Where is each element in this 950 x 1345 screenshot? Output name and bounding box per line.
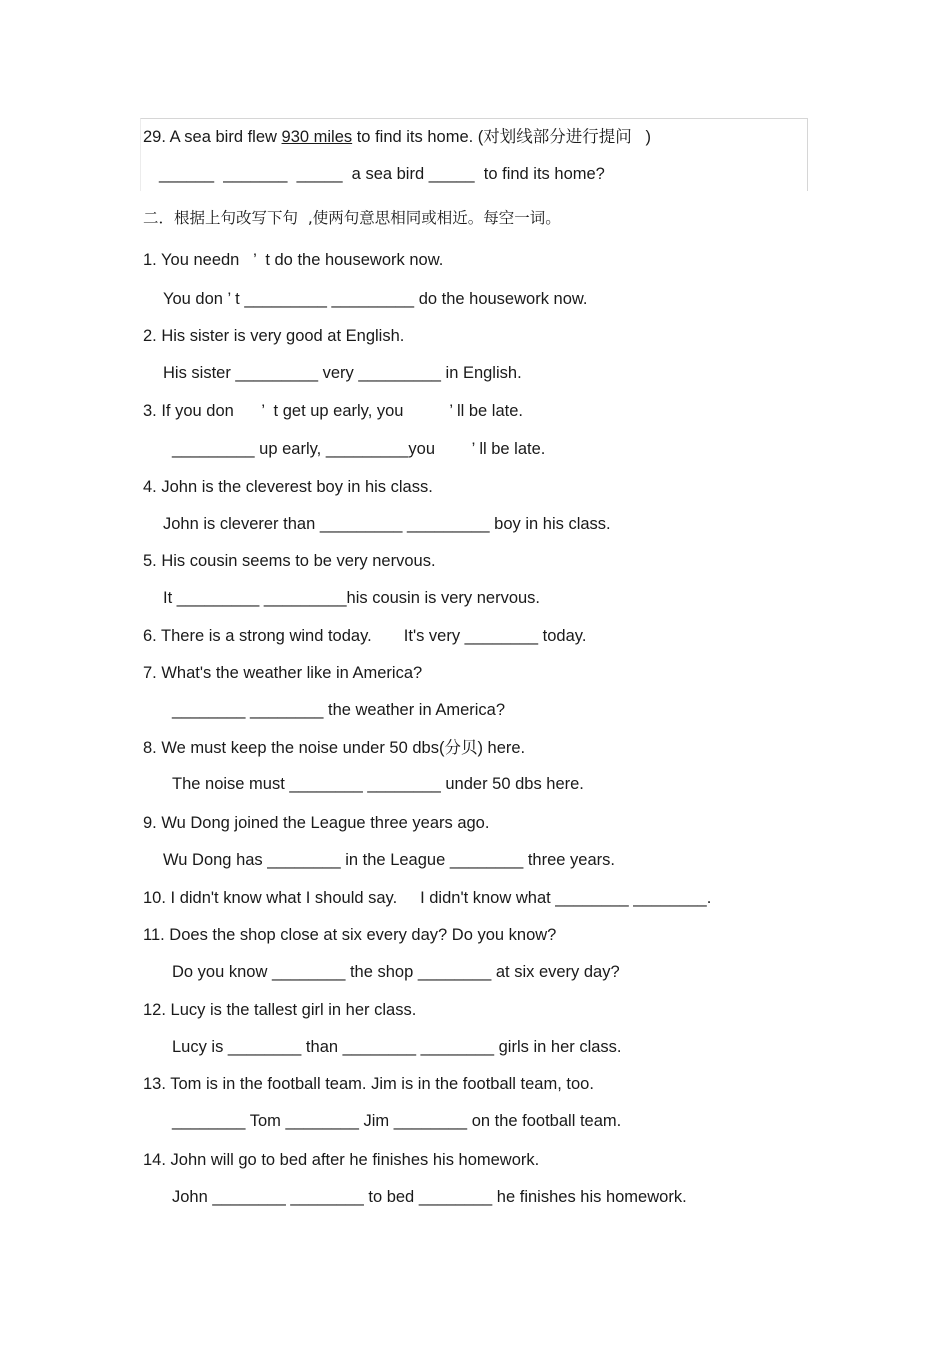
item-6-question: 6. There is a strong wind today. It's very ________ today. [143, 627, 587, 645]
item-9-question: 9. Wu Dong joined the League three years ago. [143, 814, 490, 832]
item-10-question: 10. I didn't know what I should say. I didn't know what ________ ________. [143, 889, 712, 907]
item-5-question: 5. His cousin seems to be very nervous. [143, 552, 436, 570]
item-14-answer: John ________ ________ to bed ________ he finishes his homework. [172, 1188, 687, 1206]
item-13-question: 13. Tom is in the football team. Jim is in the football team, too. [143, 1075, 594, 1093]
item-11-question: 11. Does the shop close at six every day? Do you know? [143, 926, 557, 944]
item-1-question: 1. You needn ’ t do the housework now. [143, 251, 444, 269]
question-29-text-before: 29. A sea bird flew [143, 128, 282, 146]
item-3-answer: _________ up early, _________you ’ ll be late. [172, 440, 546, 458]
item-2-question: 2. His sister is very good at English. [143, 327, 405, 345]
section-heading: 二．根据上句改写下句 ,使两句意思相同或相近。每空一词。 [143, 209, 561, 227]
item-3-question: 3. If you don ’ t get up early, you ’ ll be late. [143, 402, 523, 420]
item-4-answer: John is cleverer than _________ _________ boy in his class. [163, 515, 611, 533]
question-29-answer-line: ______ _______ _____ a sea bird _____ to find its home? [159, 165, 605, 183]
item-8-answer: The noise must ________ ________ under 50 dbs here. [172, 775, 584, 793]
item-7-question: 7. What's the weather like in America? [143, 664, 423, 682]
question-29 [143, 127, 651, 147]
item-14-question: 14. John will go to bed after he finishes his homework. [143, 1151, 540, 1169]
item-11-answer: Do you know ________ the shop ________ at six every day? [172, 963, 620, 981]
item-9-answer: Wu Dong has ________ in the League ________ three years. [163, 851, 615, 869]
question-29-underlined: 930 miles [281, 128, 353, 146]
item-5-answer: It _________ _________his cousin is very nervous. [163, 589, 541, 607]
item-12-answer: Lucy is ________ than ________ ________ girls in her class. [172, 1038, 622, 1056]
item-2-answer: His sister _________ very _________ in English. [163, 364, 522, 382]
item-8-question: 8. We must keep the noise under 50 dbs(分贝) here. [143, 739, 526, 757]
item-1-answer: You don ’ t _________ _________ do the housework now. [163, 290, 588, 308]
item-12-question: 12. Lucy is the tallest girl in her class. [143, 1001, 417, 1019]
item-13-answer: ________ Tom ________ Jim ________ on the football team. [172, 1112, 622, 1130]
item-7-answer: ________ ________ the weather in America? [172, 701, 506, 719]
item-4-question: 4. John is the cleverest boy in his class. [143, 478, 433, 496]
question-29-text-after: to find its home. (对划线部分进行提问 ) [352, 128, 652, 146]
